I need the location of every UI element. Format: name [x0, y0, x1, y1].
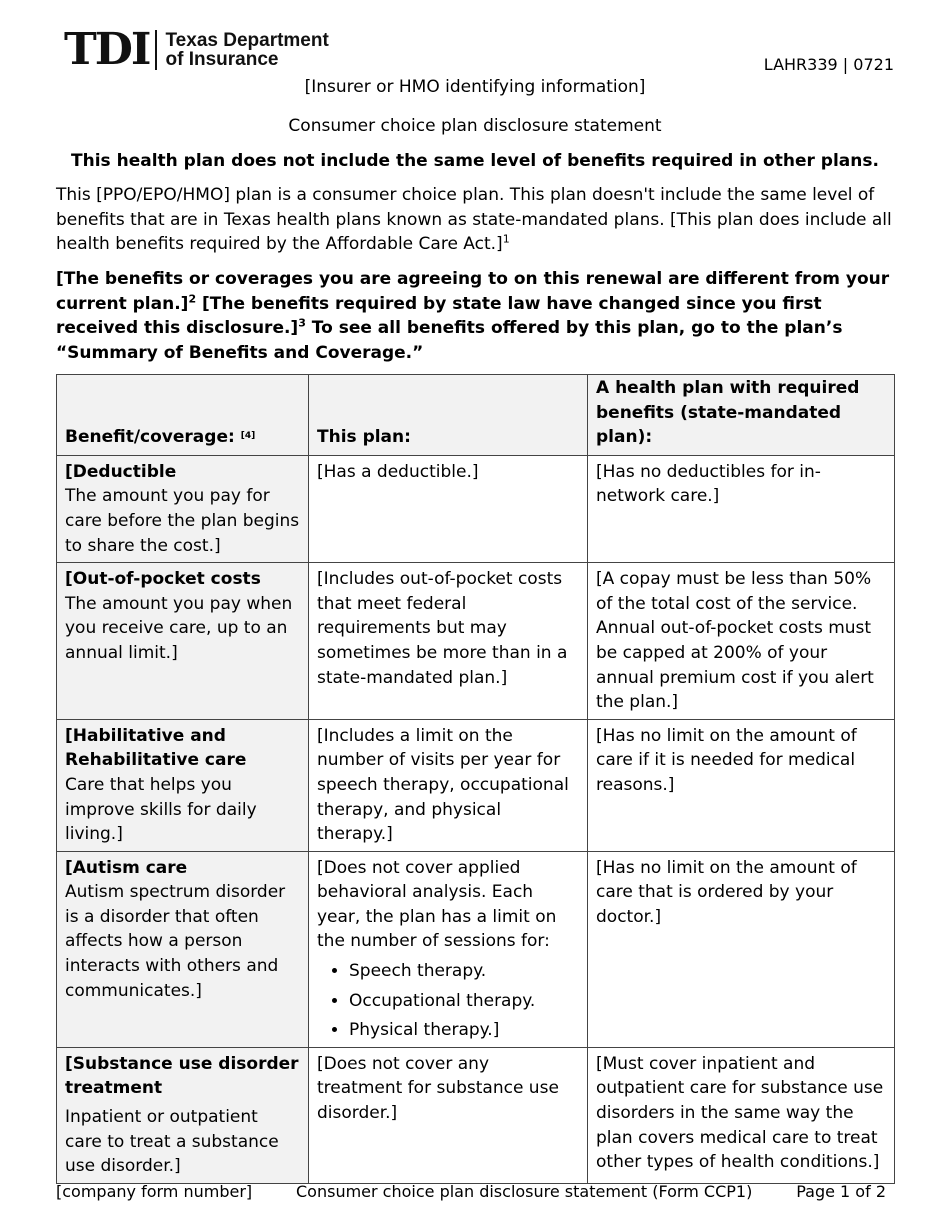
intro-paragraph	[56, 183, 896, 257]
table-row	[57, 1047, 895, 1183]
this-plan-cell: [Has a deductible.]	[309, 455, 588, 562]
benefit-description: The amount you pay for care before the plan begins to share the cost.]	[65, 486, 300, 556]
benefit-title: [Deductible	[65, 461, 177, 482]
benefit-cell	[57, 851, 309, 1047]
benefit-cell	[57, 455, 309, 562]
list-item: • Speech therapy.	[349, 959, 579, 984]
benefit-description: Inpatient or outpatient care to treat a substance use disorder.]	[65, 1107, 279, 1177]
mandated-plan-cell: [Has no deductibles for in-network care.]	[588, 455, 895, 562]
notice-part-3: To see all benefits offered by this plan, go to the plan’s “Summary of Benefits and Coverage.”	[56, 318, 843, 363]
headline: This health plan does not include the same level of benefits required in other plans.	[71, 151, 879, 171]
this-plan-cell: [Includes out-of-pocket costs that meet federal requirements but may sometimes be more than in a state-mandated plan.]	[309, 563, 588, 720]
footnote-ref-3: 3	[298, 316, 306, 330]
form-code: LAHR339 | 0721	[763, 55, 894, 74]
table-row	[57, 455, 895, 562]
list-item: • Occupational therapy.	[349, 989, 579, 1014]
logo-mark: TDI	[64, 24, 150, 75]
header-benefit-note: [4]	[240, 431, 256, 442]
benefit-cell	[57, 563, 309, 720]
list-item: • Physical therapy.]	[349, 1018, 579, 1043]
mandated-plan-cell: [Has no limit on the amount of care that is ordered by your doctor.]	[588, 851, 895, 1047]
insurer-info: [Insurer or HMO identifying information]	[304, 77, 646, 97]
benefit-cell	[57, 1047, 309, 1183]
mandated-plan-cell: [Has no limit on the amount of care if it is needed for medical reasons.]	[588, 719, 895, 851]
benefit-title: [Substance use disorder treatment	[65, 1053, 299, 1099]
footnote-ref-1: 1	[502, 232, 510, 246]
header-mandated-plan: A health plan with required benefits (state-mandated plan):	[588, 375, 895, 456]
benefit-title: [Habilitative and Rehabilitative care	[65, 725, 247, 771]
benefit-cell	[57, 719, 309, 851]
session-list	[317, 959, 579, 1043]
this-plan-cell: [Includes a limit on the number of visits per year for speech therapy, occupational therapy, and physical therapy.]	[309, 719, 588, 851]
benefit-description: Care that helps you improve skills for daily living.]	[65, 774, 257, 845]
benefit-comparison-table	[56, 374, 895, 1184]
notice-paragraph	[56, 267, 896, 365]
logo-line-2: of Insurance	[165, 49, 279, 70]
this-plan-cell	[309, 851, 588, 1047]
table-row	[57, 563, 895, 720]
footer-page-number: Page 1 of 2	[796, 1182, 886, 1201]
logo-line-1: Texas Department	[165, 30, 329, 51]
notice-part-2: [The benefits required by state law have changed since you first received this disclosure.]	[56, 293, 822, 338]
table-row	[57, 851, 895, 1047]
mandated-plan-cell: [Must cover inpatient and outpatient care for substance use disorders in the same way the plan covers medical care to treat other types of health conditions.]	[588, 1047, 895, 1183]
benefit-title: [Out-of-pocket costs	[65, 569, 261, 590]
header-benefit	[57, 375, 309, 456]
logo-text	[165, 31, 328, 69]
mandated-plan-cell: [A copay must be less than 50% of the total cost of the service. Annual out-of-pocket costs must be capped at 200% of your annual premium cost if you alert the plan.]	[588, 563, 895, 720]
tdi-logo	[64, 24, 329, 75]
benefit-title: [Autism care	[65, 857, 188, 878]
benefit-description: Autism spectrum disorder is a disorder that often affects how a person interacts with others and communicates.]	[65, 882, 286, 1001]
table-row	[57, 719, 895, 851]
this-plan-text: [Does not cover applied behavioral analysis. Each year, the plan has a limit on the number of sessions for:	[317, 857, 557, 952]
table-header-row	[57, 375, 895, 456]
intro-text: This [PPO/EPO/HMO] plan is a consumer choice plan. This plan doesn't include the same level of benefits that are in Texas health plans known as state-mandated plans. [This plan does include all health benefits required by the Affordable Care Act.]	[56, 185, 892, 254]
footnote-ref-2: 2	[188, 291, 197, 305]
header-this-plan: This plan:	[309, 375, 588, 456]
notice-part-1: [The benefits or coverages you are agreeing to on this renewal are different from your current plan.]	[56, 269, 890, 314]
this-plan-cell: [Does not cover any treatment for substance use disorder.]	[309, 1047, 588, 1183]
benefit-description: The amount you pay when you receive care, up to an annual limit.]	[65, 593, 293, 663]
header-benefit-label: Benefit/coverage:	[65, 427, 235, 448]
document-title: Consumer choice plan disclosure statement	[288, 116, 662, 136]
footer-form-title: Consumer choice plan disclosure statement (Form CCP1)	[296, 1182, 753, 1201]
footer-form-number: [company form number]	[56, 1182, 253, 1201]
logo-divider	[155, 30, 157, 70]
